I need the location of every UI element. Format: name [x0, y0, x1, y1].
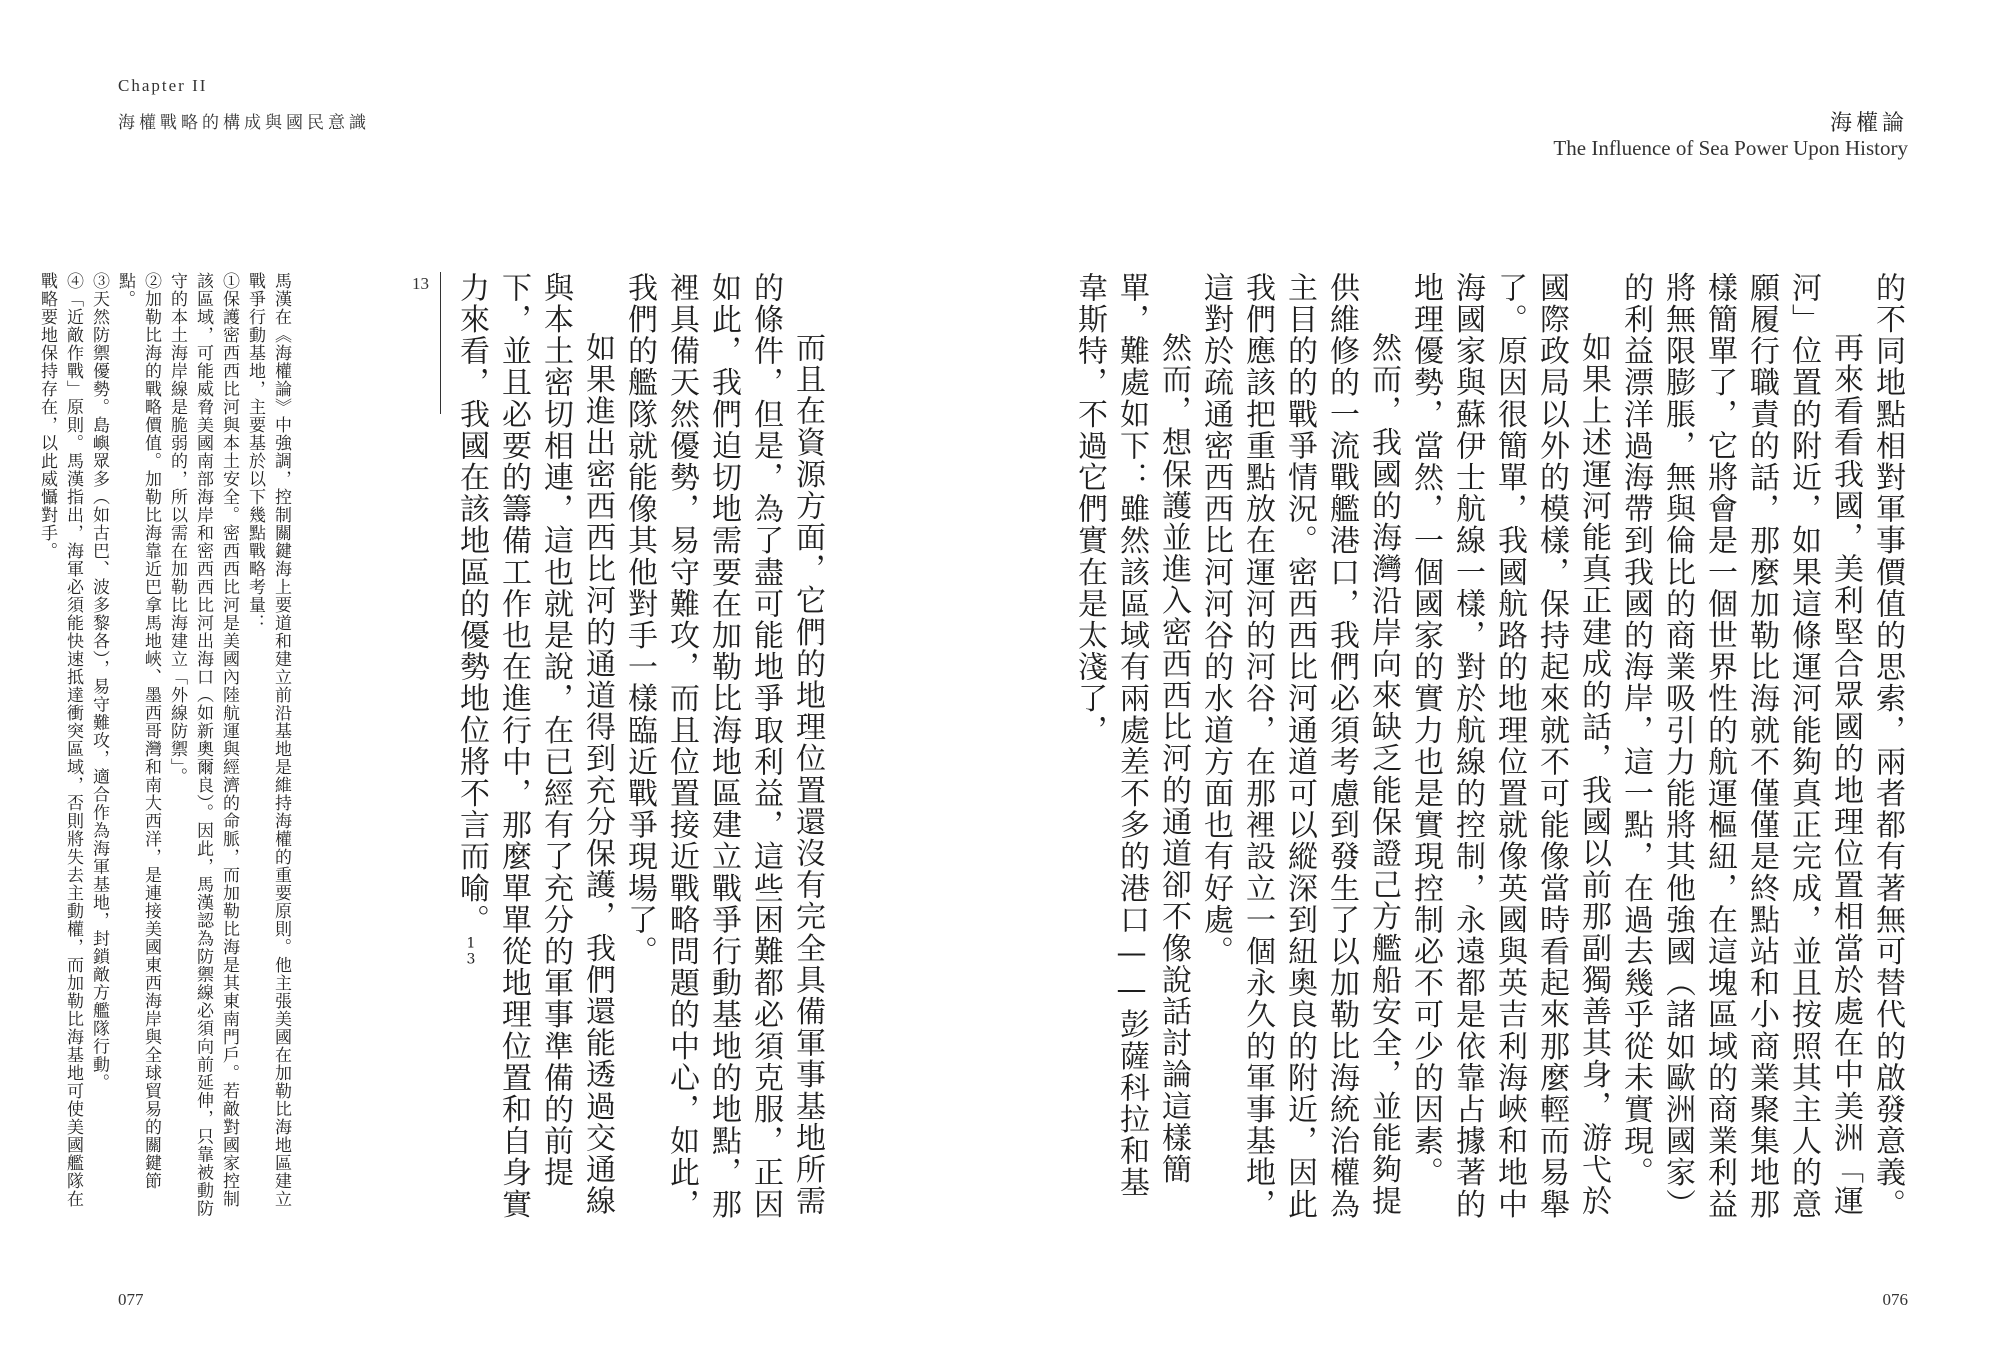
body-paragraph: 而且在資源方面，它們的地理位置還沒有完全具備軍事基地所需的條件，但是，為了盡可能地爭取利益，這些困難都必須克服，正因如此，我們迫切地需要在加勒比海地區建立戰爭行動基地的地點，那裡具備天然優勢，易守難攻，而且位置接近戰略問題的中心，如此，我們的艦隊就能像其他對手一樣臨近戰爭現場了。: [622, 272, 825, 1220]
body-paragraph: 如果進出密西西比河的通道得到充分保護，我們還能透過交通線與本土密切相連，這也就是說，在已經有了充分的軍事準備的前提下，並且必要的籌備工作也在進行中，那麼單單從地理位置和自身實力來看，我國在該地區的優勢地位將不言而喻。13: [454, 272, 615, 1220]
footnote-number: 13: [412, 274, 429, 293]
body-paragraph: 然而，我國的海灣沿岸向來缺乏能保證己方艦船安全，並能夠提供維修的一流戰艦港口，我們必須考慮到發生了以加勒比海統治權為主目的的戰爭情況。密西西比河通道可以縱深到紐奧良的附近，因此我們應該把重點放在運河的河谷，在那裡設立一個永久的軍事基地，這對於疏通密西西比河河谷的水道方面也有好處。: [1198, 272, 1401, 1220]
right-page: [1004, 0, 2008, 1358]
chapter-label: Chapter II: [118, 76, 208, 95]
footnotes: [37, 272, 444, 1222]
footnote-item: ②加勒比海的戰略價值。加勒比海靠近巴拿馬地峽、墨西哥灣和南大西洋，是連接美國東西海岸與全球貿易的關鍵節點。: [115, 272, 161, 1190]
body-paragraph: 的不同地點相對軍事價值的思索，兩者都有著無可替代的啟發意義。: [1870, 272, 1905, 1220]
footnote-item: ①保護密西西比河與本土安全。密西西比河是美國內陸航運與經濟的命脈，而加勒比海是其東南門戶。若敵對國家控制該區域，可能威脅美國南部海岸和密西西比河出海口（如新奧爾良）。因此，馬漢認為防禦線必須向前延伸，只靠被動防守的本土海岸線是脆弱的，所以需在加勒比海建立「外線防禦」。: [167, 272, 239, 1218]
chapter-title: 海權戰略的構成與國民意識: [118, 113, 370, 133]
footnote-item: ③天然防禦優勢。島嶼眾多（如古巴、波多黎各），易守難攻，適合作為海軍基地，封鎖敵方艦隊行動。: [89, 272, 109, 1092]
body-paragraph: 如果上述運河能真正建成的話，我國以前那副獨善其身，游弋於國際政局以外的模樣，保持起來就不可能像當時看起來那麼輕而易舉了。原因很簡單，我國航路的地理位置就像英國與英吉利海峽和地中海國家與蘇伊士航線一樣，對於航線的控制，永遠都是依靠占據著的地理優勢，當然，一個國家的實力也是實現控制必不可少的因素。: [1408, 272, 1611, 1220]
right-body-text: [1072, 272, 1908, 1222]
page-number: 076: [1882, 1290, 1908, 1309]
left-body-text: [454, 272, 828, 1222]
footnote-item: ④「近敵作戰」原則。馬漢指出，海軍必須能快速抵達衝突區域，否則將失去主動權，而加勒比海基地可使美國艦隊在戰略要地保持存在，以此威懾對手。: [37, 272, 83, 1208]
footnote-reference[interactable]: 13: [463, 935, 479, 968]
book-title: 海權論: [1829, 111, 1908, 136]
body-paragraph: 再來看看我國，美利堅合眾國的地理位置相當於處在中美洲「運河」位置的附近，如果這條運河能夠真正完成，並且按照其主人的意願履行職責的話，那麼加勒比海就不僅僅是終點站和小商業聚集地那樣簡單了，它將會是一個世界性的航運樞紐，在這塊區域的商業利益將無限膨脹，無與倫比的商業吸引力能將其他強國（諸如歐洲國家）的利益漂洋過海帶到我國的海岸，這一點，在過去幾乎從未實現。: [1618, 272, 1863, 1220]
body-paragraph: 然而，想保護並進入密西西比河的通道卻不像說話討論這樣簡單，難處如下：雖然該區域有兩處差不多的港口——彭薩科拉和基韋斯特，不過它們實在是太淺了，: [1072, 272, 1191, 1199]
book-subtitle: The Influence of Sea Power Upon History: [1553, 136, 1908, 160]
footnote-intro: 馬漢在《海權論》中強調，控制關鍵海上要道和建立前沿基地是維持海權的重要原則。他主張美國在加勒比海地區建立戰爭行動基地，主要基於以下幾點戰略考量：: [245, 272, 291, 1208]
page-number: 077: [118, 1290, 144, 1309]
